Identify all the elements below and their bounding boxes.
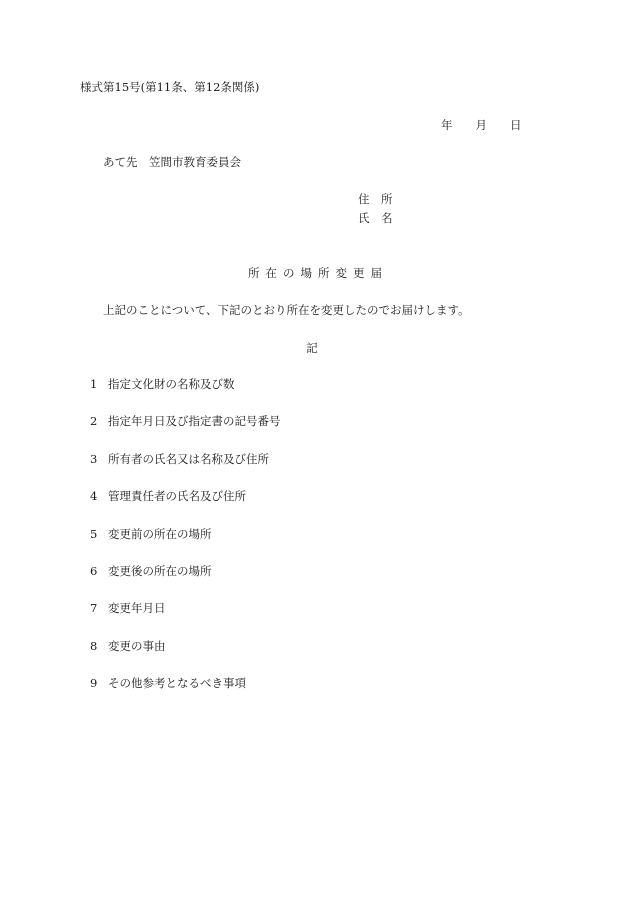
item-text: その他参考となるべき事項 — [108, 676, 246, 691]
item-number: 1 — [90, 377, 98, 391]
list-item — [88, 677, 588, 714]
item-text: 指定年月日及び指定書の記号番号 — [108, 414, 281, 429]
list-item — [88, 640, 588, 677]
date-line: 年 月 日 — [441, 118, 522, 132]
item-number: 8 — [90, 638, 98, 653]
applicant-name-label: 氏 名 — [358, 211, 393, 225]
list-item — [88, 528, 588, 565]
list-item — [88, 490, 588, 527]
item-text: 所有者の氏名又は名称及び住所 — [108, 451, 269, 466]
item-list — [88, 378, 588, 715]
item-text: 指定文化財の名称及び数 — [108, 377, 235, 391]
item-number: 2 — [90, 414, 98, 429]
item-text: 管理責任者の氏名及び住所 — [108, 489, 246, 504]
statement-text: 上記のことについて、下記のとおり所在を変更したのでお届けします。 — [103, 303, 470, 317]
addressee: あて先 笠間市教育委員会 — [103, 155, 241, 169]
document-title: 所在の場所変更届 — [248, 266, 388, 280]
list-item — [88, 453, 588, 490]
item-text: 変更の事由 — [108, 638, 166, 653]
item-number: 7 — [90, 601, 98, 616]
item-text: 変更年月日 — [108, 601, 166, 616]
item-number: 9 — [90, 676, 98, 691]
ki-heading: 記 — [306, 341, 318, 355]
item-text: 変更後の所在の場所 — [108, 563, 212, 578]
form-number: 様式第15号(第11条、第12条関係) — [80, 80, 260, 94]
item-number: 5 — [90, 526, 98, 541]
list-item — [88, 378, 588, 415]
item-text: 変更前の所在の場所 — [108, 526, 212, 541]
item-number: 3 — [90, 451, 98, 466]
applicant-address-label: 住 所 — [358, 192, 393, 206]
list-item — [88, 565, 588, 602]
item-number: 6 — [90, 563, 98, 578]
list-item — [88, 415, 588, 452]
item-number: 4 — [90, 489, 98, 504]
list-item — [88, 602, 588, 639]
